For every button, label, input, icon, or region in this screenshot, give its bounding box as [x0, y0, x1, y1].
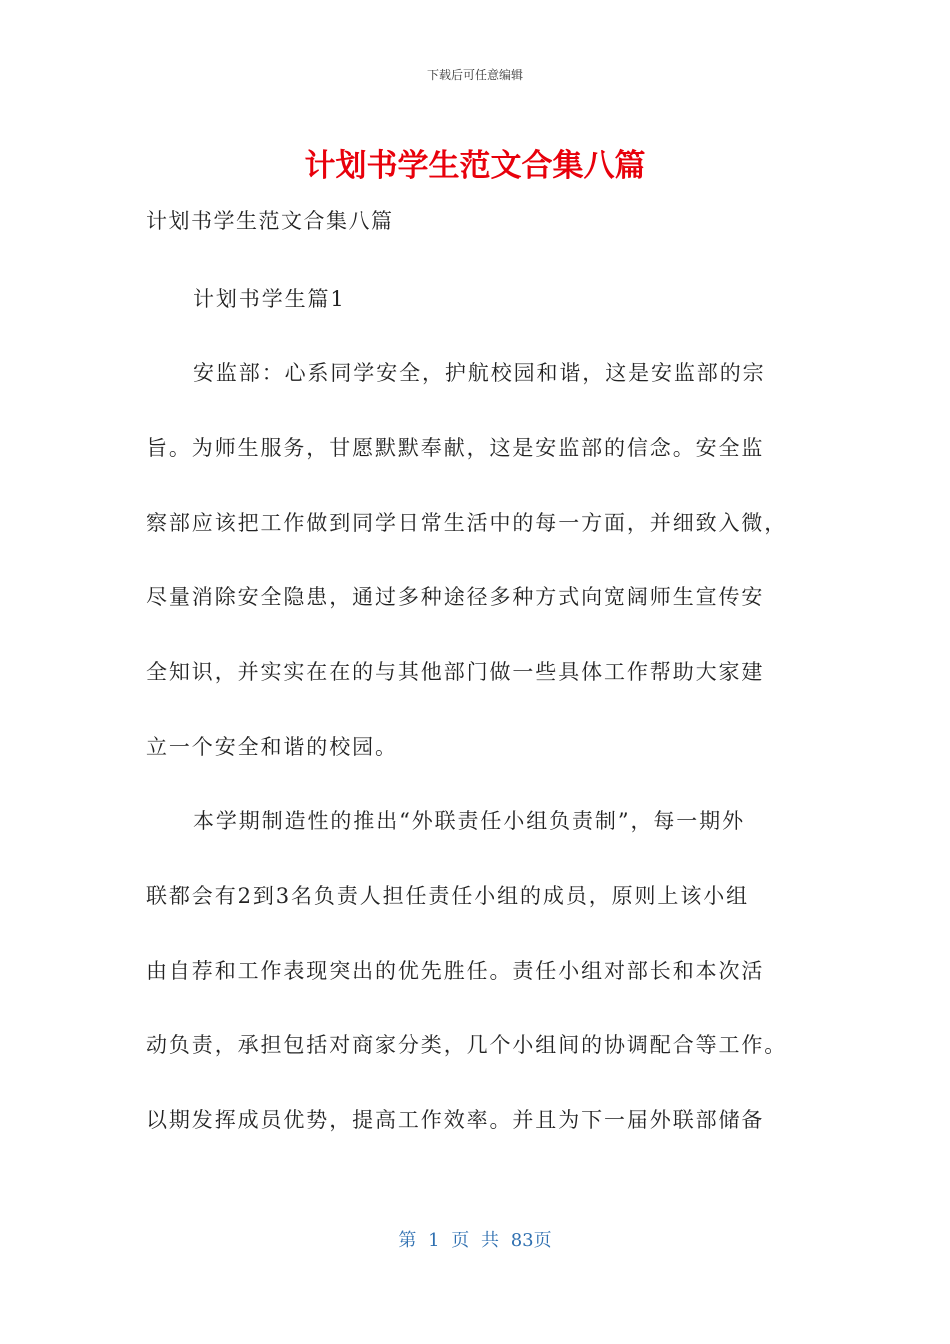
paragraph-line: 旨。为师生服务，甘愿默默奉献，这是安监部的信念。安全监: [146, 436, 765, 460]
paragraph-line: 察部应该把工作做到同学日常生活中的每一方面，并细致入微，: [146, 511, 788, 535]
paragraph-line: 全知识，并实实在在的与其他部门做一些具体工作帮助大家建: [146, 660, 765, 684]
paragraph-line: 联都会有2到3名负责人担任责任小组的成员，原则上该小组: [146, 884, 750, 908]
paragraph-line: 由自荐和工作表现突出的优先胜任。责任小组对部长和本次活: [146, 959, 765, 983]
section-heading: 计划书学生篇1: [193, 287, 346, 311]
paragraph-line: 安监部：心系同学安全，护航校园和谐，这是安监部的宗: [193, 361, 766, 385]
document-title: 计划书学生范文合集八篇: [304, 148, 646, 184]
header-note: 下载后可任意编辑: [426, 68, 523, 82]
paragraph-line: 尽量消除安全隐患，通过多种途径多种方式向宽阔师生宣传安: [146, 585, 765, 609]
paragraph-line: 以期发挥成员优势，提高工作效率。并且为下一届外联部储备: [146, 1108, 765, 1132]
paragraph-line: 本学期制造性的推出“外联责任小组负责制”，每一期外: [193, 809, 745, 833]
document-subtitle: 计划书学生范文合集八篇: [146, 209, 394, 233]
page-footer: 第 1 页 共 83页: [398, 1230, 552, 1251]
paragraph-line: 立一个安全和谐的校园。: [146, 735, 398, 759]
paragraph-line: 动负责，承担包括对商家分类，几个小组间的协调配合等工作。: [146, 1033, 788, 1057]
